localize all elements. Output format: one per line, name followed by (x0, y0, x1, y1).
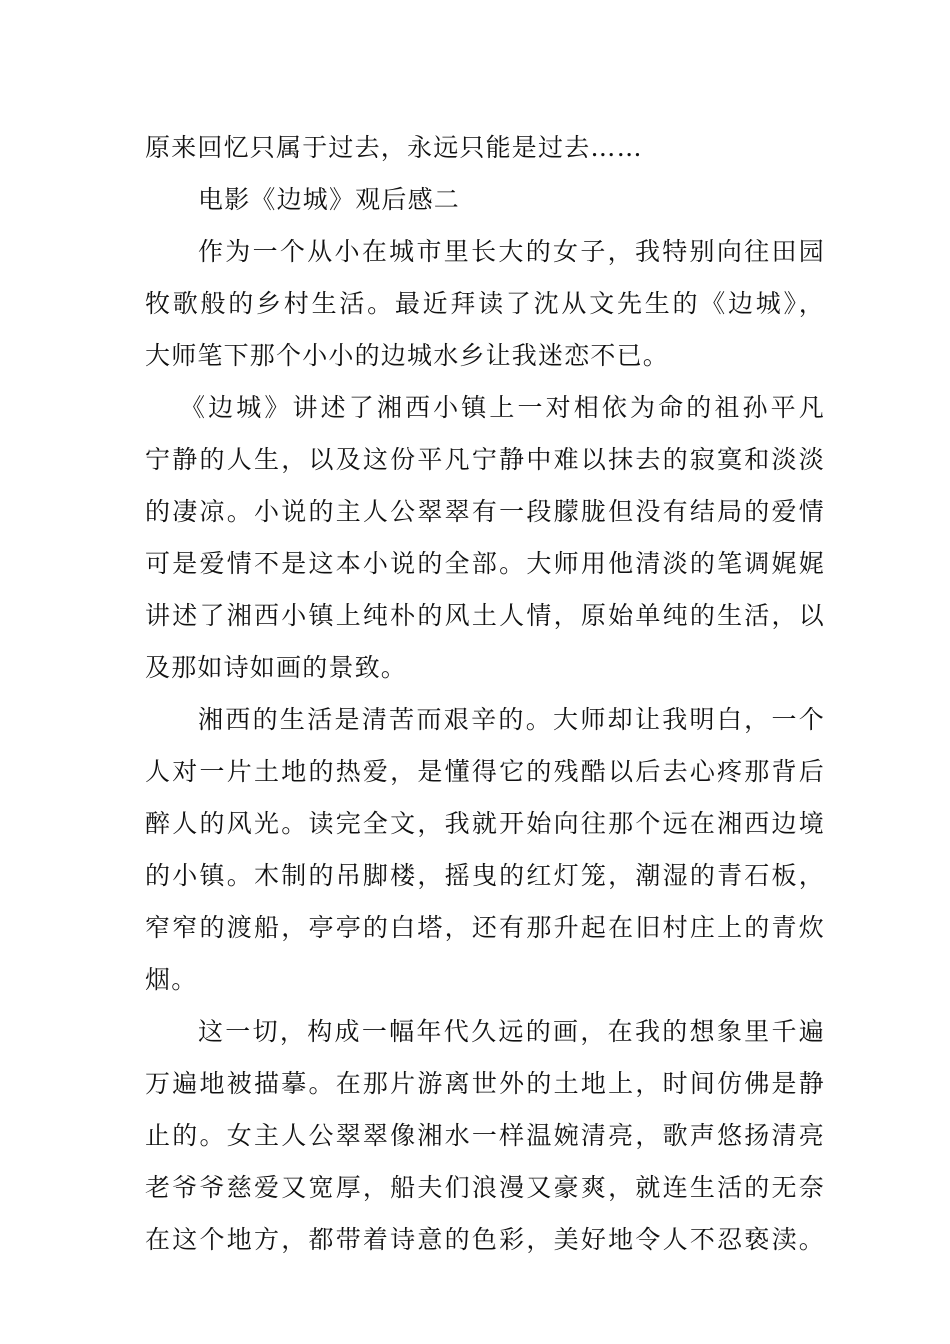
text-line: 醉人的风光。读完全文，我就开始向往那个远在湘西边境 (145, 809, 825, 838)
text-line: 烟。 (145, 965, 198, 994)
text-line: 及那如诗如画的景致。 (145, 653, 408, 682)
text-line: 的凄凉。小说的主人公翠翠有一段朦胧但没有结局的爱情 (145, 497, 825, 526)
text-line: 人对一片土地的热爱，是懂得它的残酷以后去心疼那背后 (145, 757, 825, 786)
text-line: 万遍地被描摹。在那片游离世外的土地上，时间仿佛是静 (145, 1069, 825, 1098)
text-line: 《边城》讲述了湘西小镇上一对相依为命的祖孙平凡 (180, 393, 825, 422)
text-line: 作为一个从小在城市里长大的女子，我特别向往田园 (198, 237, 825, 266)
text-line: 宁静的人生，以及这份平凡宁静中难以抹去的寂寞和淡淡 (145, 445, 825, 474)
text-line: 可是爱情不是这本小说的全部。大师用他清淡的笔调娓娓 (145, 549, 825, 578)
text-line: 湘西的生活是清苦而艰辛的。大师却让我明白，一个 (198, 705, 825, 734)
text-line: 窄窄的渡船，亭亭的白塔，还有那升起在旧村庄上的青炊 (145, 913, 825, 942)
text-line: 老爷爷慈爱又宽厚，船夫们浪漫又豪爽，就连生活的无奈 (145, 1173, 825, 1202)
text-line: 原来回忆只属于过去，永远只能是过去…… (145, 133, 643, 162)
text-line: 牧歌般的乡村生活。最近拜读了沈从文先生的《边城》， (145, 289, 825, 318)
section-heading: 电影《边城》观后感二 (198, 185, 461, 214)
text-line: 大师笔下那个小小的边城水乡让我迷恋不已。 (145, 341, 670, 370)
text-line: 在这个地方，都带着诗意的色彩，美好地令人不忍亵渎。 (145, 1225, 825, 1254)
text-line: 这一切，构成一幅年代久远的画，在我的想象里千遍 (198, 1017, 825, 1046)
text-line: 讲述了湘西小镇上纯朴的风土人情，原始单纯的生活，以 (145, 601, 825, 630)
text-line: 的小镇。木制的吊脚楼，摇曳的红灯笼，潮湿的青石板， (145, 861, 825, 890)
text-line: 止的。女主人公翠翠像湘水一样温婉清亮，歌声悠扬清亮 (145, 1121, 825, 1150)
